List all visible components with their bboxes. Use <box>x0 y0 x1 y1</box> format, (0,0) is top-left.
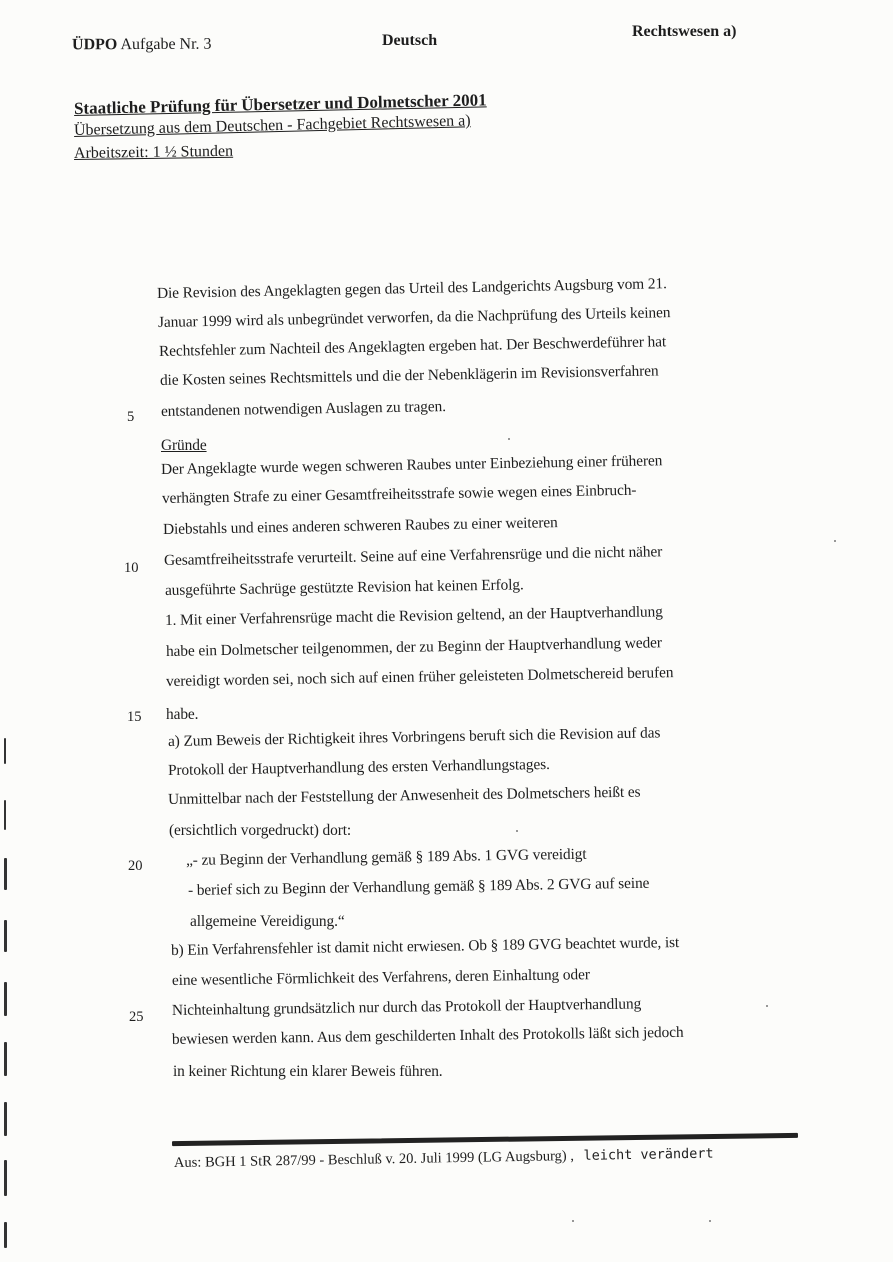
text-line: bewiesen werden kann. Aus dem geschilderten Inhalt des Protokolls läßt sich jedoch <box>171 1023 684 1048</box>
text-line: entstandenen notwendigen Auslagen zu tragen. <box>160 398 447 420</box>
scan-speck <box>516 830 518 832</box>
text-line: Diebstahls und eines anderen schweren Raubes zu einer weiteren <box>162 514 558 538</box>
line-number: 25 <box>129 1009 144 1025</box>
text-line: Protokoll der Hauptverhandlung des ersten Verhandlungstages. <box>167 756 550 779</box>
header-left <box>72 36 212 55</box>
text-line: Unmittelbar nach der Feststellung der Anwesenheit des Dolmetschers heißt es <box>167 783 641 808</box>
text-line: in keiner Richtung ein klarer Beweis führen. <box>173 1063 443 1080</box>
section-heading: Gründe <box>161 437 207 454</box>
scan-mark <box>4 738 6 764</box>
text-line: Gesamtfreiheitsstrafe verurteilt. Seine auf eine Verfahrensrüge und die nicht näher <box>163 543 663 569</box>
text-line: Januar 1999 wird als unbegründet verworfen, da die Nachprüfung des Urteils keinen <box>157 304 671 331</box>
line-number: 20 <box>128 858 143 874</box>
scan-mark <box>4 1160 7 1196</box>
header-language: Deutsch <box>382 32 438 49</box>
source-citation: Aus: BGH 1 StR 287/99 - Beschluß v. 20. Juli 1999 (LG Augsburg) , <box>173 1148 575 1171</box>
text-line: b) Ein Verfahrensfehler ist damit nicht erwiesen. Ob § 189 GVG beachtet wurde, ist <box>170 934 680 959</box>
text-line: vereidigt worden sei, noch sich auf einen früher geleisteten Dolmetschereid berufen <box>165 664 674 690</box>
line-number: 10 <box>124 560 139 576</box>
line-number: 5 <box>127 409 135 425</box>
header-subject: Rechtswesen a) <box>632 23 737 40</box>
scan-mark <box>4 800 6 830</box>
scan-speck <box>572 1220 574 1222</box>
exam-time: Arbeitszeit: 1 ½ Stunden <box>73 142 234 162</box>
footer-rule <box>172 1133 798 1146</box>
exam-subtitle: Übersetzung aus dem Deutschen - Fachgebiet Rechtswesen a) <box>73 112 471 139</box>
text-line: a) Zum Beweis der Richtigkeit ihres Vorbringens beruft sich die Revision auf das <box>167 724 661 750</box>
quote-line: „- zu Beginn der Verhandlung gemäß § 189 Abs. 1 GVG vereidigt <box>185 845 587 869</box>
text-line: (ersichtlich vorgedruckt) dort: <box>169 822 352 839</box>
scan-mark <box>4 858 7 890</box>
scan-mark <box>4 1102 7 1136</box>
scan-speck <box>709 1220 711 1222</box>
exam-code: ÜDPO <box>71 36 118 54</box>
text-line: Die Revision des Angeklagten gegen das Urteil des Landgerichts Augsburg vom 21. <box>156 275 667 302</box>
scan-speck <box>508 438 510 440</box>
line-number: 15 <box>127 709 142 725</box>
text-line: Nichteinhaltung grundsätzlich nur durch das Protokoll der Hauptverhandlung <box>171 995 642 1019</box>
text-line: Rechtsfehler zum Nachteil des Angeklagten ergeben hat. Der Beschwerdeführer hat <box>158 333 667 360</box>
scan-speck <box>834 540 836 542</box>
scan-mark <box>4 1222 7 1248</box>
quote-line: allgemeine Vereidigung.“ <box>190 913 345 930</box>
text-line: habe. <box>166 706 199 723</box>
text-line: 1. Mit einer Verfahrensrüge macht die Revision geltend, an der Hauptverhandlung <box>164 603 663 629</box>
quote-line: - berief sich zu Beginn der Verhandlung gemäß § 189 Abs. 2 GVG auf seine <box>187 874 650 899</box>
text-line: die Kosten seines Rechtsmittels und die der Nebenklägerin im Revisionsverfahren <box>159 362 659 389</box>
text-line: eine wesentliche Förmlichkeit des Verfahrens, deren Einhaltung oder <box>171 966 590 989</box>
task-number: Aufgabe Nr. 3 <box>120 35 212 54</box>
scan-mark <box>4 982 7 1016</box>
text-line: habe ein Dolmetscher teilgenommen, der zu Beginn der Hauptverhandlung weder <box>165 634 663 660</box>
text-line: verhängten Strafe zu einer Gesamtfreiheitsstrafe sowie wegen eines Einbruch- <box>161 481 637 507</box>
footer-source <box>174 1146 714 1172</box>
exam-title: Staatliche Prüfung für Übersetzer und Dolmetscher 2001 <box>73 90 487 118</box>
text-line: Der Angeklagte wurde wegen schweren Raubes unter Einbeziehung einer früheren <box>160 452 663 478</box>
text-line: ausgeführte Sachrüge gestützte Revision hat keinen Erfolg. <box>164 576 524 599</box>
scan-speck <box>766 1005 768 1007</box>
scan-mark <box>4 1042 7 1076</box>
source-note: leicht verändert <box>583 1145 714 1164</box>
scan-mark <box>4 920 7 952</box>
